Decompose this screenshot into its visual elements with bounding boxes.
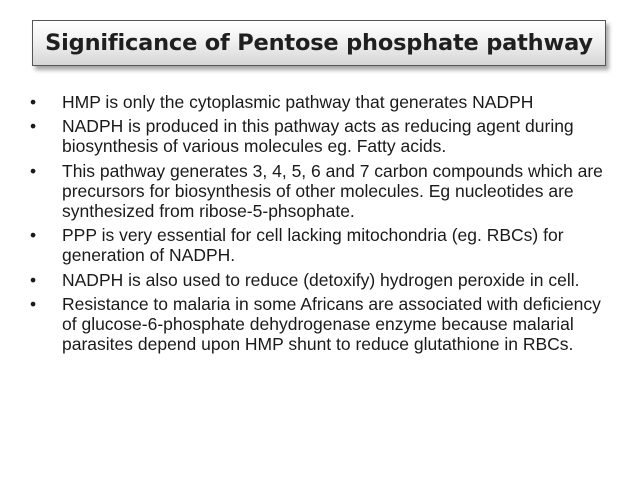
bullet-item — [26, 116, 616, 156]
bullet-item — [26, 225, 616, 265]
bullet-dot-icon: • — [30, 293, 37, 314]
bullet-item — [26, 294, 616, 355]
bullet-item — [26, 270, 616, 290]
bullet-text: HMP is only the cytoplasmic pathway that generates NADPH — [62, 92, 534, 112]
bullet-dot-icon: • — [30, 269, 37, 290]
slide-title: Significance of Pentose phosphate pathway — [45, 30, 593, 56]
bullet-list — [26, 92, 616, 358]
bullet-text: NADPH is produced in this pathway acts as reducing agent during biosynthesis of various molecules eg. Fatty acids. — [62, 116, 574, 157]
bullet-text: PPP is very essential for cell lacking mitochondria (eg. RBCs) for generation of NADPH. — [62, 225, 564, 266]
bullet-text: NADPH is also used to reduce (detoxify) hydrogen peroxide in cell. — [62, 269, 580, 290]
bullet-dot-icon: • — [30, 160, 37, 181]
bullet-text: Resistance to malaria in some Africans are associated with deficiency of glucose-6-phosphate dehydrogenase enzyme because malarial parasites depend upon HMP shunt to reduce glutathione in RBCs. — [62, 293, 601, 355]
bullet-dot-icon: • — [30, 116, 37, 137]
bullet-dot-icon: • — [30, 225, 37, 246]
bullet-item — [26, 161, 616, 222]
bullet-item — [26, 92, 616, 112]
bullet-text: This pathway generates 3, 4, 5, 6 and 7 carbon compounds which are precursors for biosynthesis of other molecules. Eg nucleotides are synthesized from ribose-5-phsophate. — [62, 160, 603, 222]
slide-title-box — [32, 20, 606, 66]
bullet-dot-icon: • — [30, 92, 37, 112]
